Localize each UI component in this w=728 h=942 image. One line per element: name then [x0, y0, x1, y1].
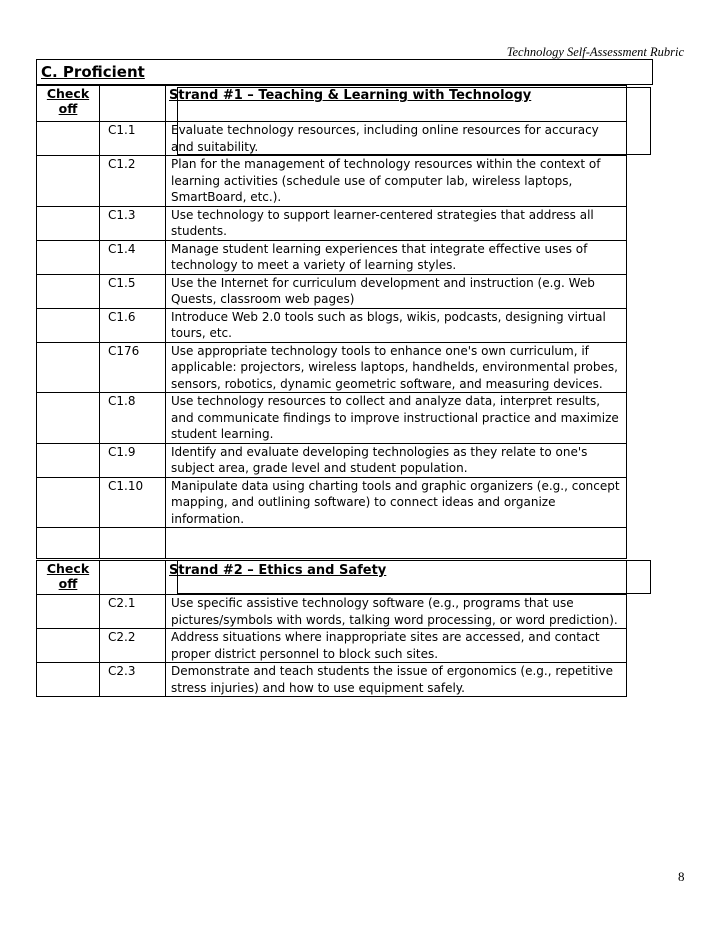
item-code: C1.4	[100, 240, 166, 274]
item-text: Use appropriate technology tools to enhance one's own curriculum, if applicable: projectors, wireless laptops, handhelds, environmental probes, sensors, robotics, dynamic geometric software, and measuring devices.	[166, 342, 627, 393]
strand2-header-row	[37, 561, 627, 595]
table-row	[37, 663, 627, 697]
table-row	[37, 206, 627, 240]
checkbox-cell[interactable]	[37, 122, 100, 156]
item-code: C1.2	[100, 156, 166, 207]
item-code: C1.9	[100, 443, 166, 477]
checkbox-cell[interactable]	[37, 629, 100, 663]
checkbox-cell[interactable]	[37, 342, 100, 393]
checkbox-cell[interactable]	[37, 595, 100, 629]
table-row	[37, 308, 627, 342]
empty-cell	[166, 528, 627, 559]
item-text: Plan for the management of technology resources within the context of learning activities (schedule use of computer lab, wireless laptops, SmartBoard, etc.).	[166, 156, 627, 207]
running-header: Technology Self-Assessment Rubric	[506, 45, 684, 59]
table-row	[37, 477, 627, 528]
item-text: Use specific assistive technology software (e.g., programs that use pictures/symbols with words, talking word processing, or word prediction).	[166, 595, 627, 629]
empty-cell	[37, 528, 100, 559]
page-number: 8	[678, 869, 685, 884]
item-code: C1.6	[100, 308, 166, 342]
table-row	[37, 240, 627, 274]
item-text: Use the Internet for curriculum development and instruction (e.g. Web Quests, classroom web pages)	[166, 274, 627, 308]
item-code: C1.3	[100, 206, 166, 240]
strand2-table	[36, 560, 627, 697]
item-text: Demonstrate and teach students the issue of ergonomics (e.g., repetitive stress injuries) and how to use equipment safely.	[166, 663, 627, 697]
table-row	[37, 629, 627, 663]
code-header-cell	[100, 86, 166, 122]
strand1-title: Strand #1 – Teaching & Learning with Technology	[166, 86, 627, 122]
checkbox-cell[interactable]	[37, 393, 100, 444]
checkbox-cell[interactable]	[37, 274, 100, 308]
check-label-line2: off	[58, 576, 78, 591]
item-code: C2.2	[100, 629, 166, 663]
strand1-header-row	[37, 86, 627, 122]
item-code: C1.5	[100, 274, 166, 308]
table-row	[37, 595, 627, 629]
table-row	[37, 393, 627, 444]
checkbox-cell[interactable]	[37, 308, 100, 342]
check-label-line1: Check	[46, 86, 90, 101]
check-label-line1: Check	[46, 561, 90, 576]
check-off-header	[37, 86, 100, 122]
item-text: Identify and evaluate developing technologies as they relate to one's subject area, grade level and student population.	[166, 443, 627, 477]
table-row	[37, 156, 627, 207]
check-label-line2: off	[58, 101, 78, 116]
item-text: Address situations where inappropriate sites are accessed, and contact proper district personnel to block such sites.	[166, 629, 627, 663]
item-code: C2.3	[100, 663, 166, 697]
item-code: C1.10	[100, 477, 166, 528]
item-text: Manipulate data using charting tools and graphic organizers (e.g., concept mapping, and outlining software) to connect ideas and organize information.	[166, 477, 627, 528]
table-row	[37, 274, 627, 308]
checkbox-cell[interactable]	[37, 206, 100, 240]
checkbox-cell[interactable]	[37, 663, 100, 697]
section-heading-box	[36, 59, 653, 85]
strand2-title: Strand #2 – Ethics and Safety	[166, 561, 627, 595]
item-code: C1.1	[100, 122, 166, 156]
table-row	[37, 443, 627, 477]
checkbox-cell[interactable]	[37, 156, 100, 207]
checkbox-cell[interactable]	[37, 477, 100, 528]
section-title: C. Proficient	[41, 63, 145, 81]
item-text: Use technology resources to collect and analyze data, interpret results, and communicate findings to improve instructional practice and maximize student learning.	[166, 393, 627, 444]
item-text: Use technology to support learner-centered strategies that address all students.	[166, 206, 627, 240]
table-row	[37, 122, 627, 156]
table-row	[37, 342, 627, 393]
checkbox-cell[interactable]	[37, 240, 100, 274]
checkbox-cell[interactable]	[37, 443, 100, 477]
empty-cell	[100, 528, 166, 559]
check-off-header	[37, 561, 100, 595]
empty-spacer-row	[37, 528, 627, 559]
item-text: Manage student learning experiences that integrate effective uses of technology to meet a variety of learning styles.	[166, 240, 627, 274]
item-code: C176	[100, 342, 166, 393]
strand1-table	[36, 85, 627, 559]
item-code: C2.1	[100, 595, 166, 629]
item-text: Evaluate technology resources, including online resources for accuracy and suitability.	[166, 122, 627, 156]
code-header-cell	[100, 561, 166, 595]
item-code: C1.8	[100, 393, 166, 444]
item-text: Introduce Web 2.0 tools such as blogs, wikis, podcasts, designing virtual tours, etc.	[166, 308, 627, 342]
